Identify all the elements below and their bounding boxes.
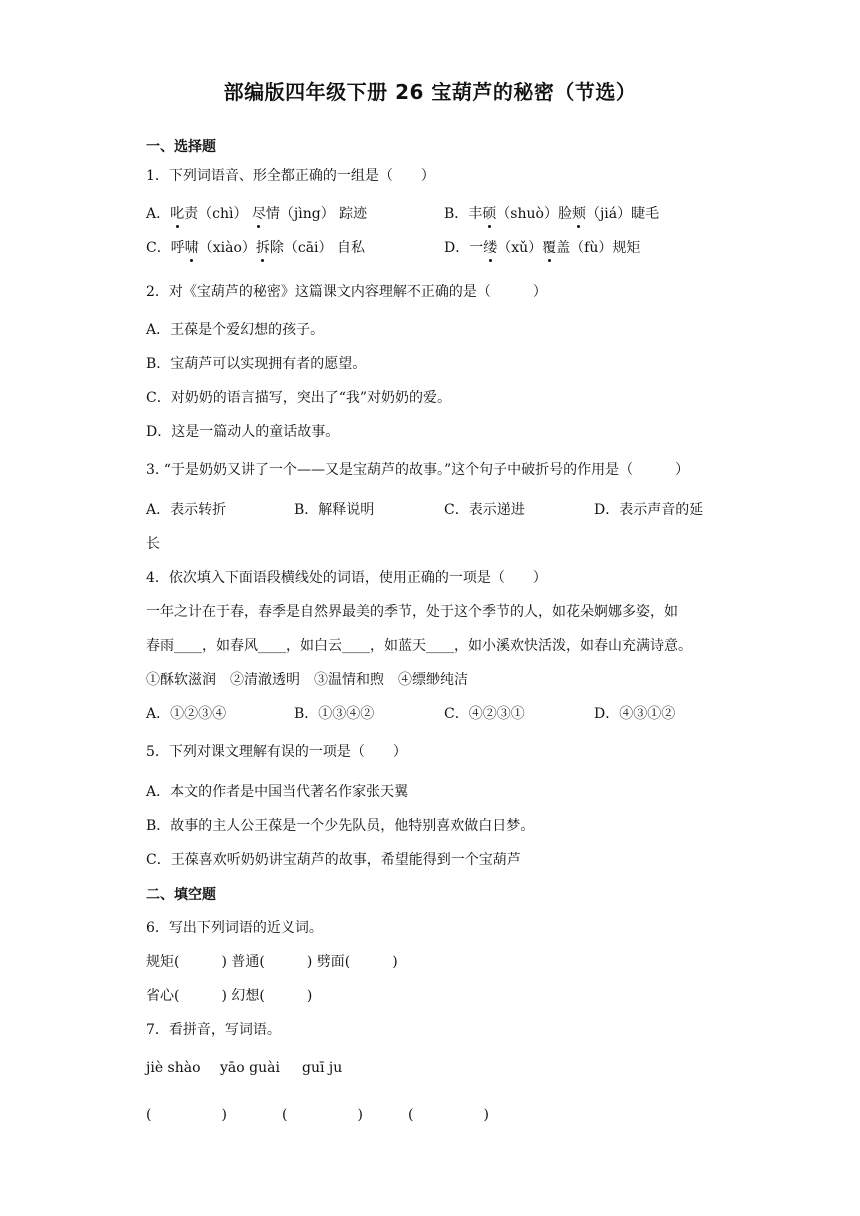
question-4-option-c: C．④②③① bbox=[444, 706, 525, 722]
question-4-stem: 4．依次填入下面语段横线处的词语，使用正确的一项是（ ） bbox=[146, 570, 547, 586]
answer-blank: ( ) bbox=[282, 1107, 363, 1123]
question-2-option-b: B．宝葫芦可以实现拥有者的愿望。 bbox=[146, 356, 367, 372]
question-6-row-1: 规矩( ) 普通( ) 劈面( ) bbox=[146, 954, 398, 970]
question-7-stem: 7．看拼音，写词语。 bbox=[146, 1022, 281, 1038]
question-7-answer-row bbox=[146, 1104, 666, 1124]
pinyin-item: guī ju bbox=[302, 1060, 343, 1076]
question-3-option-a: A．表示转折 bbox=[146, 502, 227, 518]
section-heading-fill-in: 二、填空题 bbox=[146, 887, 216, 903]
question-3-option-b: B．解释说明 bbox=[294, 502, 375, 518]
question-5-option-a: A．本文的作者是中国当代著名作家张天翼 bbox=[146, 784, 409, 800]
dotted-character: 啸 bbox=[184, 240, 199, 256]
question-1-stem: 1．下列词语音、形全都正确的一组是（ ） bbox=[146, 168, 435, 184]
question-2-option-c: C．对奶奶的语言描写，突出了“我”对奶奶的爱。 bbox=[146, 390, 452, 406]
option-text: （jiá）睫毛 bbox=[585, 206, 660, 222]
dotted-character: 尽 bbox=[251, 206, 266, 222]
question-4-option-d: D．④③①② bbox=[594, 706, 676, 722]
option-text: 除（cāi） 自私 bbox=[269, 240, 365, 256]
question-1-option-d bbox=[444, 238, 640, 258]
dotted-character: 硕 bbox=[482, 206, 497, 222]
dotted-character: 拆 bbox=[255, 240, 270, 256]
question-1-option-c bbox=[146, 238, 365, 258]
question-3-option-d: D．表示声音的延 bbox=[594, 502, 704, 518]
option-text: （xǔ） bbox=[497, 240, 543, 256]
question-2-option-a: A．王葆是个爱幻想的孩子。 bbox=[146, 322, 325, 338]
question-1-option-a bbox=[146, 204, 367, 224]
question-7-pinyin-row bbox=[146, 1060, 666, 1080]
option-text: 责（chì） bbox=[184, 206, 252, 222]
option-text: 盖（fù）规矩 bbox=[556, 240, 641, 256]
pinyin-item: yāo guài bbox=[220, 1060, 280, 1076]
option-text: B．丰 bbox=[444, 206, 483, 222]
question-1-option-b bbox=[444, 204, 659, 224]
question-2-stem: 2．对《宝葫芦的秘密》这篇课文内容理解不正确的是（ ） bbox=[146, 284, 547, 300]
question-4-passage-line-1: 一年之计在于春，春季是自然界最美的季节，处于这个季节的人，如花朵婀娜多姿，如 bbox=[146, 604, 678, 620]
answer-blank: ( ) bbox=[408, 1107, 489, 1123]
pinyin-item: jiè shào bbox=[146, 1060, 201, 1076]
section-heading-choice: 一、选择题 bbox=[146, 139, 216, 155]
dotted-character: 缕 bbox=[483, 240, 498, 256]
answer-blank: ( ) bbox=[146, 1107, 227, 1123]
dotted-character: 叱 bbox=[170, 206, 185, 222]
option-text: （shuò）脸 bbox=[496, 206, 572, 222]
question-4-passage-line-2: 春雨____，如春风____，如白云____，如蓝天____，如小溪欢快活泼，如春山充满诗意。 bbox=[146, 638, 692, 654]
question-3-stem: 3. “于是奶奶又讲了一个——又是宝葫芦的故事。”这个句子中破折号的作用是（ ） bbox=[146, 462, 690, 478]
question-4-option-b: B．①③④② bbox=[294, 706, 375, 722]
question-2-option-d: D．这是一篇动人的童话故事。 bbox=[146, 424, 340, 440]
option-text: D．一 bbox=[444, 240, 484, 256]
question-3-option-d-continued: 长 bbox=[146, 536, 160, 552]
question-4-word-choices: ①酥软滋润 ②清澈透明 ③温情和煦 ④缥缈纯洁 bbox=[146, 672, 468, 688]
option-text: A． bbox=[146, 206, 171, 222]
dotted-character: 覆 bbox=[542, 240, 557, 256]
question-3-option-c: C．表示递进 bbox=[444, 502, 525, 518]
question-5-option-c: C．王葆喜欢听奶奶讲宝葫芦的故事，希望能得到一个宝葫芦 bbox=[146, 852, 521, 868]
question-5-stem: 5．下列对课文理解有误的一项是（ ） bbox=[146, 744, 407, 760]
question-6-stem: 6．写出下列词语的近义词。 bbox=[146, 920, 323, 936]
question-5-option-b: B．故事的主人公王葆是一个少先队员，他特别喜欢做白日梦。 bbox=[146, 818, 535, 834]
option-text: （xiào） bbox=[198, 240, 256, 256]
dotted-character: 颊 bbox=[571, 206, 586, 222]
page-title: 部编版四年级下册 26 宝葫芦的秘密（节选） bbox=[223, 80, 637, 104]
question-6-row-2: 省心( ) 幻想( ) bbox=[146, 988, 313, 1004]
question-4-option-a: A．①②③④ bbox=[146, 706, 227, 722]
option-text: 情（jìng） 踪迹 bbox=[265, 206, 368, 222]
option-text: C．呼 bbox=[146, 240, 185, 256]
